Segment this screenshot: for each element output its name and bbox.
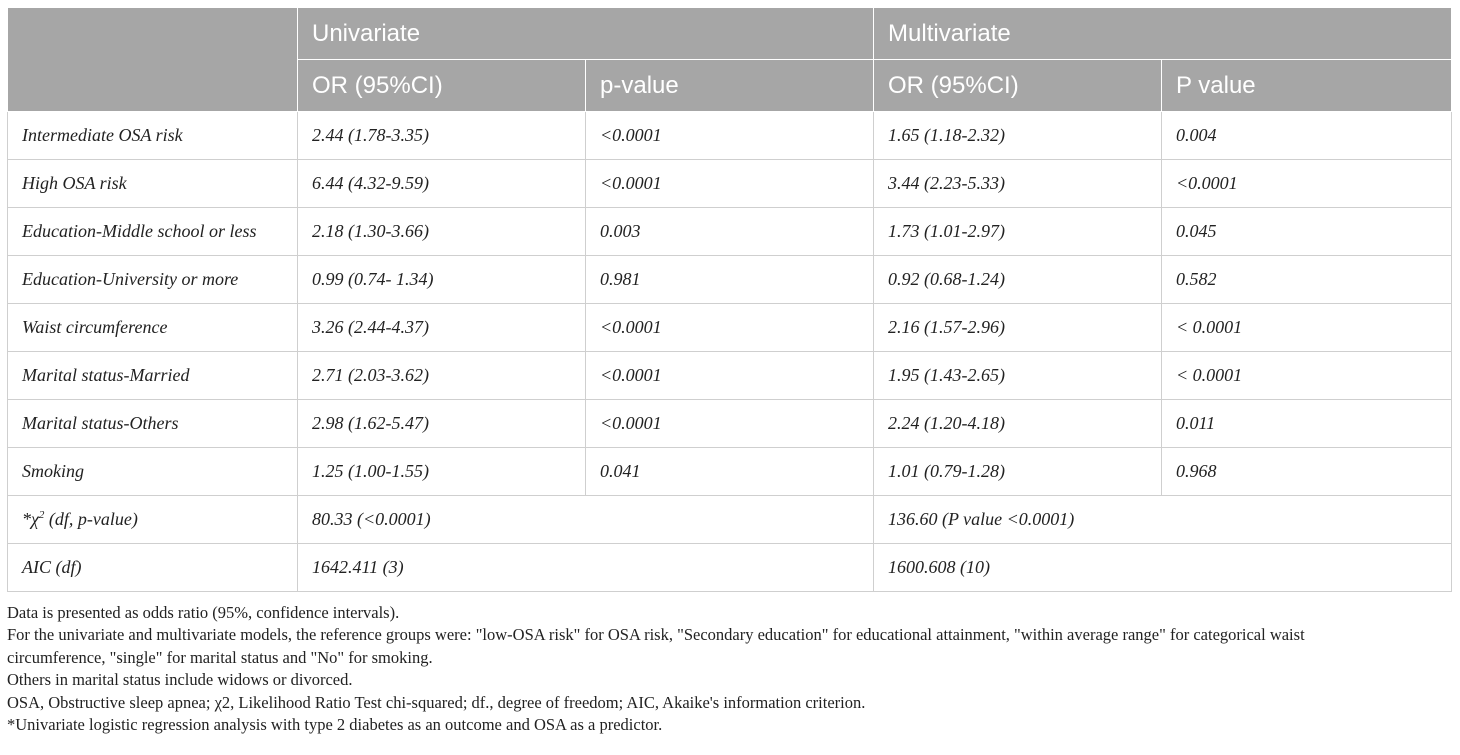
- table-footnotes: [7, 602, 1457, 736]
- aic-row: [8, 544, 1452, 592]
- uni-or-value: 2.44 (1.78-3.35): [298, 112, 586, 160]
- chi-label-superscript: 2: [38, 509, 45, 521]
- footnote-line: Others in marital status include widows or divorced.: [7, 670, 353, 690]
- multi-p-value: <0.0001: [1162, 160, 1452, 208]
- header-row-groups: [8, 8, 1452, 60]
- uni-p-value: 0.041: [586, 448, 874, 496]
- row-label: Marital status-Married: [8, 352, 298, 400]
- row-label: High OSA risk: [8, 160, 298, 208]
- uni-p-value: 0.981: [586, 256, 874, 304]
- multi-p-value: < 0.0001: [1162, 304, 1452, 352]
- row-label: Education-Middle school or less: [8, 208, 298, 256]
- table-row: [8, 208, 1452, 256]
- uni-p-value: <0.0001: [586, 160, 874, 208]
- uni-p-value: <0.0001: [586, 352, 874, 400]
- uni-p-value: 0.003: [586, 208, 874, 256]
- footnote-line: circumference, "single" for marital status and "No" for smoking.: [7, 647, 433, 667]
- uni-or-value: 2.98 (1.62-5.47): [298, 400, 586, 448]
- footnote-line: For the univariate and multivariate models, the reference groups were: "low-OSA risk" for OSA risk, "Secondary education" for educational attainment, "within average range" for categorical waist: [7, 625, 1305, 645]
- multi-or-value: 1.73 (1.01-2.97): [874, 208, 1162, 256]
- multi-or-value: 3.44 (2.23-5.33): [874, 160, 1162, 208]
- multi-or-value: 2.16 (1.57-2.96): [874, 304, 1162, 352]
- header-multivariate: Multivariate: [874, 8, 1452, 60]
- multi-p-value: 0.004: [1162, 112, 1452, 160]
- footnote-line: Data is presented as odds ratio (95%, confidence intervals).: [7, 603, 400, 622]
- aic-multivariate: 1600.608 (10): [874, 544, 1452, 592]
- multi-or-value: 2.24 (1.20-4.18): [874, 400, 1162, 448]
- uni-or-value: 2.18 (1.30-3.66): [298, 208, 586, 256]
- row-label: Marital status-Others: [8, 400, 298, 448]
- uni-p-value: <0.0001: [586, 304, 874, 352]
- header-uni-p: p-value: [586, 60, 874, 112]
- uni-or-value: 3.26 (2.44-4.37): [298, 304, 586, 352]
- chi-squared-univariate: 80.33 (<0.0001): [298, 496, 874, 544]
- uni-p-value: <0.0001: [586, 400, 874, 448]
- multi-p-value: 0.582: [1162, 256, 1452, 304]
- aic-label: AIC (df): [8, 544, 298, 592]
- table-row: [8, 352, 1452, 400]
- header-multi-or: OR (95%CI): [874, 60, 1162, 112]
- regression-table: [7, 7, 1452, 592]
- header-uni-or: OR (95%CI): [298, 60, 586, 112]
- multi-p-value: 0.968: [1162, 448, 1452, 496]
- multi-or-value: 1.01 (0.79-1.28): [874, 448, 1162, 496]
- chi-label-prefix: *χ: [22, 509, 39, 529]
- uni-or-value: 0.99 (0.74- 1.34): [298, 256, 586, 304]
- footnote-line: OSA, Obstructive sleep apnea; χ2, Likelihood Ratio Test chi-squared; df., degree of freedom; AIC, Akaike's information criterion.: [7, 692, 866, 712]
- multi-or-value: 0.92 (0.68-1.24): [874, 256, 1162, 304]
- header-multi-p: P value: [1162, 60, 1452, 112]
- multi-or-value: 1.95 (1.43-2.65): [874, 352, 1162, 400]
- regression-table-container: [7, 7, 1451, 592]
- uni-or-value: 6.44 (4.32-9.59): [298, 160, 586, 208]
- row-label: Intermediate OSA risk: [8, 112, 298, 160]
- multi-p-value: 0.045: [1162, 208, 1452, 256]
- uni-or-value: 2.71 (2.03-3.62): [298, 352, 586, 400]
- table-row: [8, 304, 1452, 352]
- chi-squared-multivariate: 136.60 (P value <0.0001): [874, 496, 1452, 544]
- header-blank-cell: [8, 8, 298, 112]
- row-label: Waist circumference: [8, 304, 298, 352]
- multi-p-value: 0.011: [1162, 400, 1452, 448]
- multi-p-value: < 0.0001: [1162, 352, 1452, 400]
- table-row: [8, 112, 1452, 160]
- chi-label-suffix: (df, p-value): [44, 509, 138, 529]
- chi-squared-row: [8, 496, 1452, 544]
- header-univariate: Univariate: [298, 8, 874, 60]
- multi-or-value: 1.65 (1.18-2.32): [874, 112, 1162, 160]
- aic-univariate: 1642.411 (3): [298, 544, 874, 592]
- footnote-line: *Univariate logistic regression analysis with type 2 diabetes as an outcome and OSA as a predictor.: [7, 715, 663, 735]
- table-row: [8, 256, 1452, 304]
- table-row: [8, 160, 1452, 208]
- chi-squared-label: [8, 496, 298, 544]
- uni-p-value: <0.0001: [586, 112, 874, 160]
- uni-or-value: 1.25 (1.00-1.55): [298, 448, 586, 496]
- row-label: Smoking: [8, 448, 298, 496]
- table-row: [8, 400, 1452, 448]
- row-label: Education-University or more: [8, 256, 298, 304]
- table-row: [8, 448, 1452, 496]
